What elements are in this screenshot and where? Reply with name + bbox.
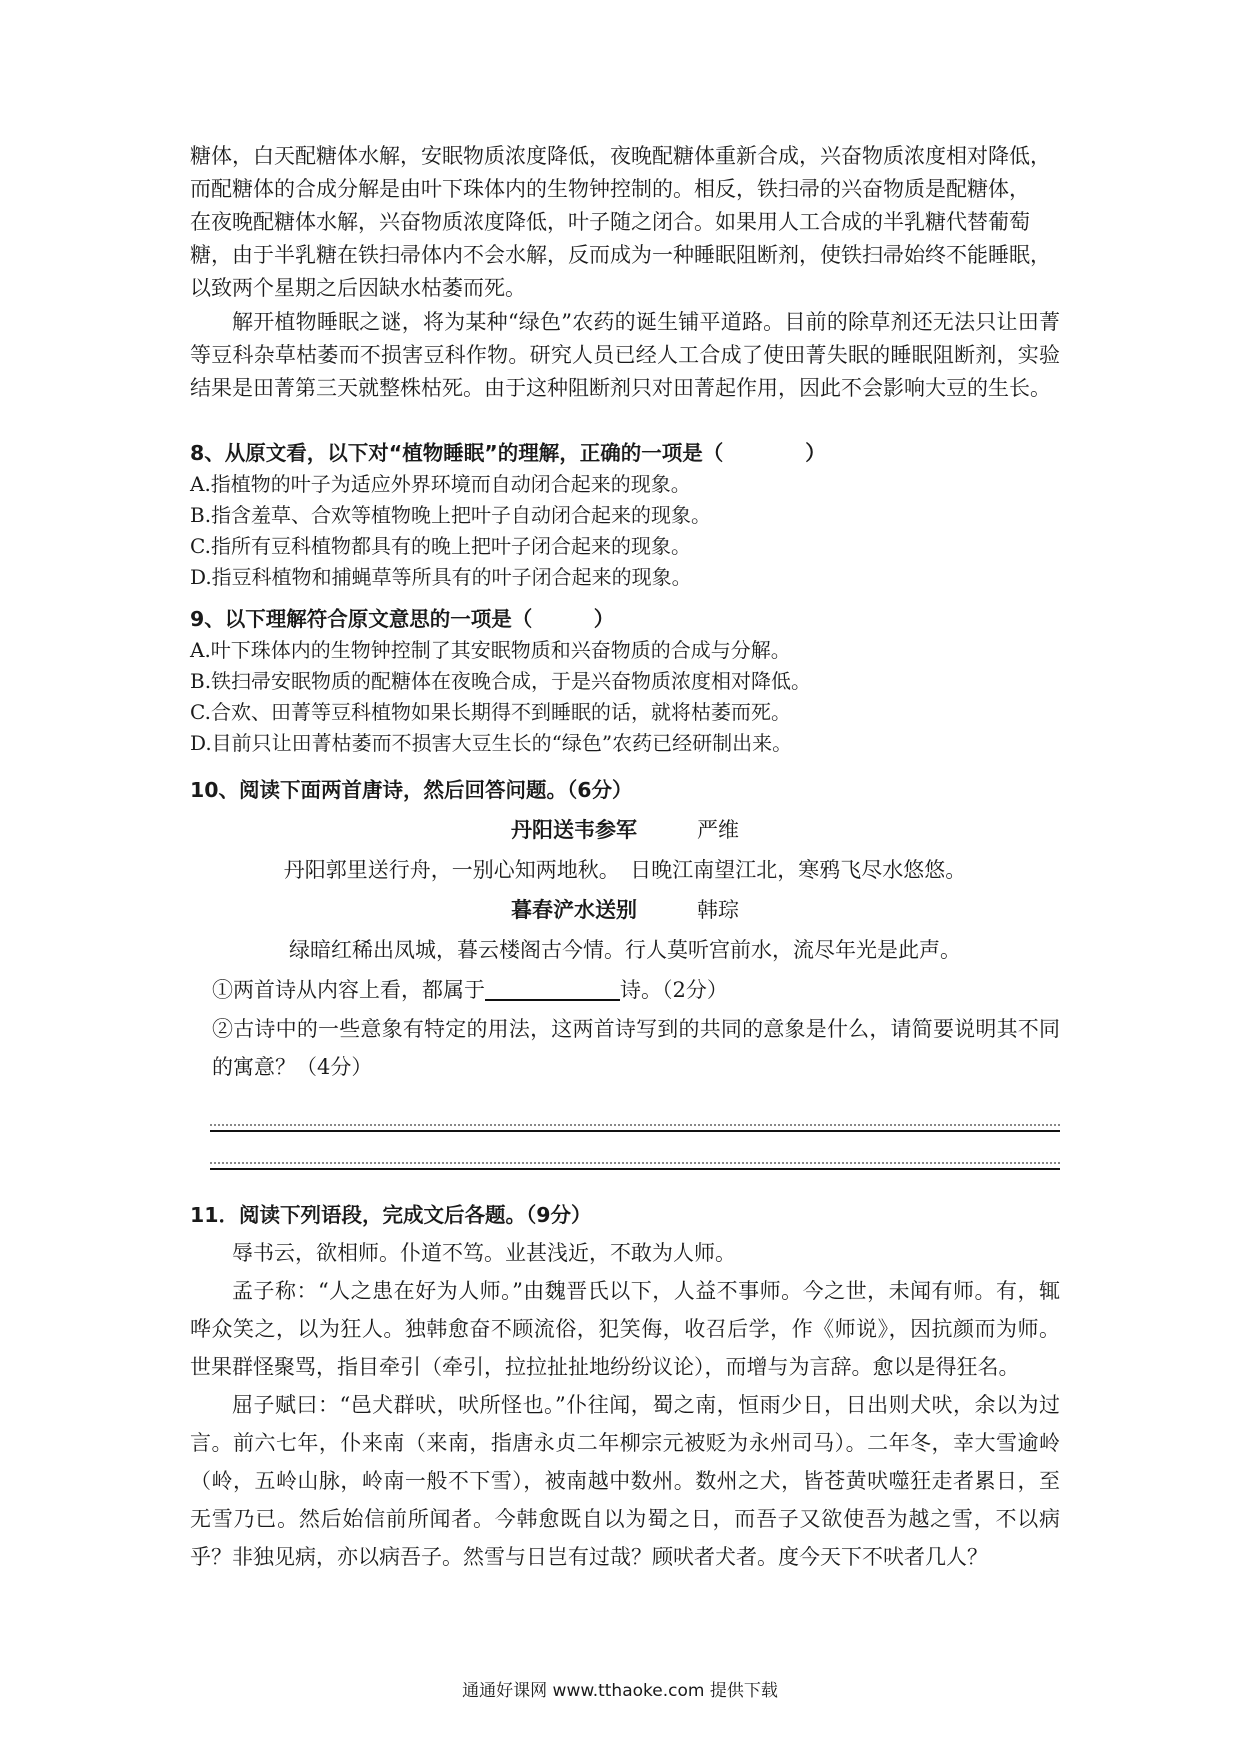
question-10 — [190, 770, 1060, 1086]
poem-2-author: 韩琮 — [697, 898, 739, 922]
option-d: D.目前只让田菁枯萎而不损害大豆生长的“绿色”农药已经研制出来。 — [190, 731, 793, 755]
poem-2-title: 暮春浐水送别 — [511, 898, 637, 922]
poem-1-title: 丹阳送韦参军 — [511, 818, 637, 842]
answer-line-1[interactable] — [210, 1130, 1060, 1132]
answer-line-dots-2 — [210, 1162, 1060, 1164]
poem-2-text: 绿暗红稀出凤城，暮云楼阁古今情。行人莫听宫前水，流尽年光是此声。 — [289, 938, 961, 962]
option-a: A.叶下珠体内的生物钟控制了其安眠物质和兴奋物质的合成与分解。 — [190, 638, 791, 662]
sub-question-1-after: 诗。（2分） — [620, 978, 728, 1002]
question-stem: 11．阅读下列语段，完成文后各题。（9分） — [190, 1203, 592, 1227]
question-8 — [190, 438, 1060, 593]
passage-paragraph-2 — [190, 306, 1060, 405]
answer-line-2[interactable] — [210, 1168, 1060, 1170]
question-stem: 8、从原文看，以下对“植物睡眠”的理解，正确的一项是（ ） — [190, 441, 826, 465]
question-stem: 9、以下理解符合原文意思的一项是（ ） — [190, 607, 615, 631]
passage-paragraph-1 — [190, 140, 1060, 305]
passage-line: 糖体，白天配糖体水解，安眠物质浓度降低，夜晚配糖体重新合成，兴奋物质浓度相对降低， — [190, 144, 1051, 168]
question-9 — [190, 604, 1060, 759]
poem-1-heading — [190, 810, 1060, 850]
option-a: A.指植物的叶子为适应外界环境而自动闭合起来的现象。 — [190, 472, 691, 496]
answer-blank[interactable] — [485, 977, 620, 1001]
answer-line-dots-1 — [210, 1124, 1060, 1126]
question-11 — [190, 1196, 1060, 1576]
sub-question-1 — [190, 970, 1060, 1010]
question-stem: 10、阅读下面两首唐诗，然后回答问题。（6分） — [190, 778, 633, 802]
classical-paragraph-3: 屈子赋曰：“邑犬群吠，吠所怪也。”仆往闻，蜀之南，恒雨少日，日出则犬吠，余以为过言。前六七年，仆来南（来南，指唐永贞二年柳宗元被贬为永州司马）。二年冬，幸大雪逾岭（岭，五岭山脉，岭南一般不下雪），被南越中数州。数州之犬，皆苍黄吠噬狂走者累日，至无雪乃已。然后始信前所闻者。今韩愈既自以为蜀之日，而吾子又欲使吾为越之雪，不以病乎？非独见病，亦以病吾子。然雪与日岂有过哉？顾吠者犬者。度今天下不吠者几人？ — [190, 1393, 1060, 1569]
sub-question-1-before: ①两首诗从内容上看，都属于 — [212, 978, 485, 1002]
passage-line: 在夜晚配糖体水解，兴奋物质浓度降低，叶子随之闭合。如果用人工合成的半乳糖代替葡萄 — [190, 210, 1030, 234]
passage-line: 而配糖体的合成分解是由叶下珠体内的生物钟控制的。相反，铁扫帚的兴奋物质是配糖体， — [190, 177, 1030, 201]
option-b: B.铁扫帚安眠物质的配糖体在夜晚合成，于是兴奋物质浓度相对降低。 — [190, 669, 812, 693]
option-c: C.指所有豆科植物都具有的晚上把叶子闭合起来的现象。 — [190, 534, 691, 558]
classical-paragraph-2: 孟子称：“人之患在好为人师。”由魏晋氏以下，人益不事师。今之世，未闻有师。有，辄哗众笑之，以为狂人。独韩愈奋不顾流俗，犯笑侮，收召后学，作《师说》，因抗颜而为师。世果群怪聚骂，指目牵引（牵引，拉拉扯扯地纷纷议论），而增与为言辞。愈以是得狂名。 — [190, 1279, 1060, 1379]
sub-question-2: ②古诗中的一些意象有特定的用法，这两首诗写到的共同的意象是什么，请简要说明其不同的寓意？（4分） — [212, 1017, 1060, 1079]
option-c: C.合欢、田菁等豆科植物如果长期得不到睡眠的话，就将枯萎而死。 — [190, 700, 791, 724]
poem-2-heading — [190, 890, 1060, 930]
passage-line: 以致两个星期之后因缺水枯萎而死。 — [190, 276, 526, 300]
poem-1-text: 丹阳郭里送行舟，一别心知两地秋。 日晚江南望江北，寒鸦飞尽水悠悠。 — [283, 858, 967, 882]
poem-1-author: 严维 — [697, 818, 739, 842]
passage-line: 糖，由于半乳糖在铁扫帚体内不会水解，反而成为一种睡眠阻断剂，使铁扫帚始终不能睡眠， — [190, 243, 1051, 267]
option-d: D.指豆科植物和捕蝇草等所具有的叶子闭合起来的现象。 — [190, 565, 692, 589]
passage-text: 解开植物睡眠之谜，将为某种“绿色”农药的诞生铺平道路。目前的除草剂还无法只让田菁等豆科杂草枯萎而不损害豆科作物。研究人员已经人工合成了使田菁失眠的睡眠阻断剂，实验结果是田菁第三天就整株枯死。由于这种阻断剂只对田菁起作用，因此不会影响大豆的生长。 — [190, 310, 1060, 400]
page-footer: 通通好课网 www.tthaoke.com 提供下载 — [462, 1681, 778, 1701]
classical-paragraph-1: 辱书云，欲相师。仆道不笃。业甚浅近，不敢为人师。 — [232, 1241, 736, 1265]
option-b: B.指含羞草、合欢等植物晚上把叶子自动闭合起来的现象。 — [190, 503, 712, 527]
